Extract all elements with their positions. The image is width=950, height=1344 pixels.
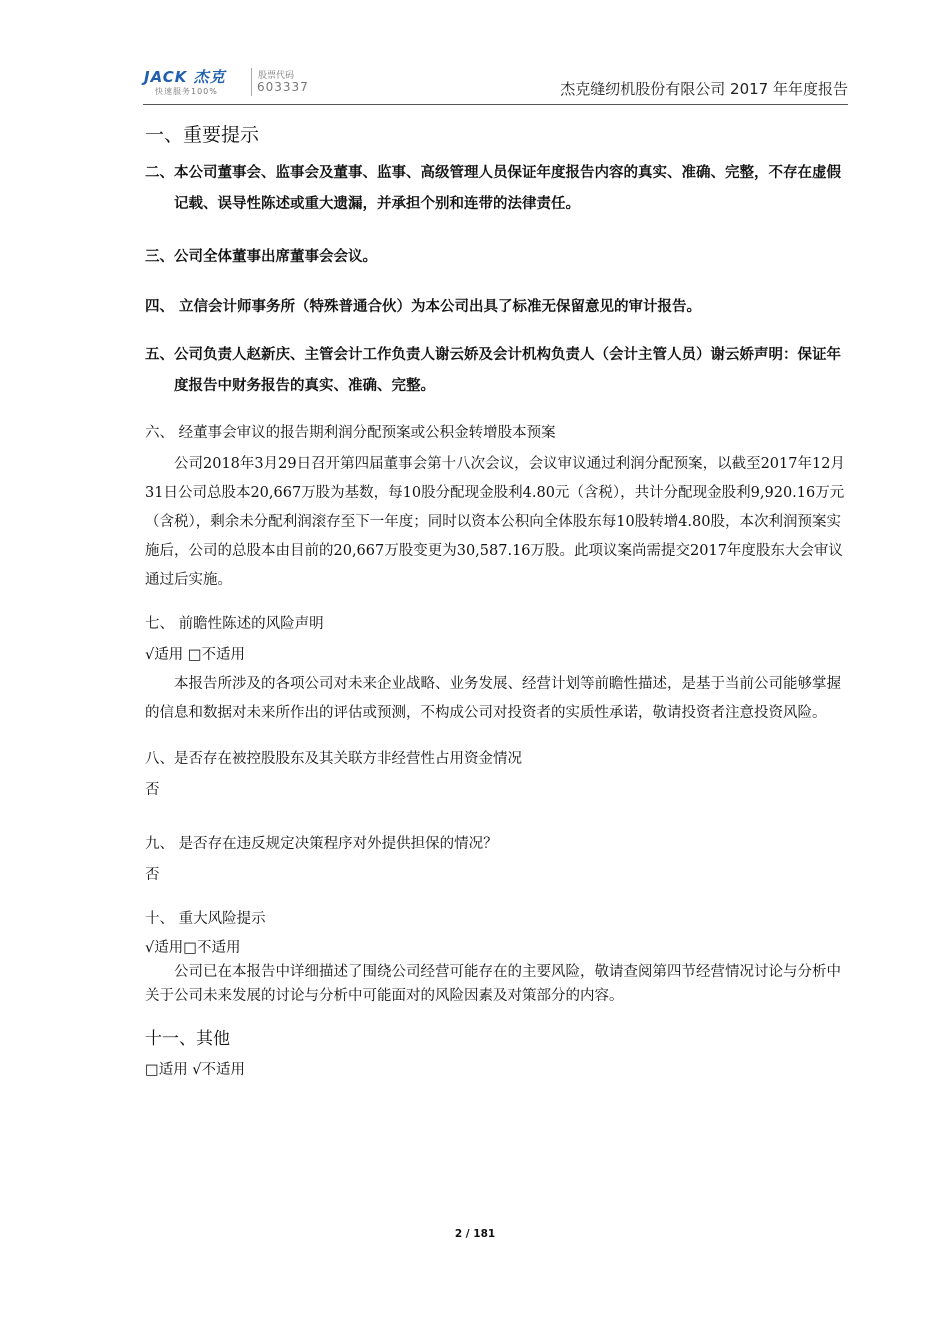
item-10-title: 十、 重大风险提示 bbox=[145, 911, 266, 927]
item-8-title: 八、是否存在被控股股东及其关联方非经营性占用资金情况 bbox=[145, 751, 522, 767]
item-9-answer: 否 bbox=[145, 867, 160, 883]
item-11-title: 十一、其他 bbox=[145, 1029, 230, 1049]
item-10-applicability: √适用□不适用 bbox=[145, 940, 241, 956]
logo-slogan: 快速服务100% bbox=[155, 87, 218, 96]
item-6-body: 公司2018年3月29日召开第四届董事会第十八次会议，会议审议通过利润分配预案，以截至2017年12月31日公司总股本20,667万股为基数，每10股分配现金股利4.80元（含税），共计分配现金股利9,920.16万元（含税），剩余未分配利润滚存至下一年度；同时以资本公积向全体股东每10股转增4.80股，本次利润预案实施后，公司的总股本由目前的20,667万股变更为30,587.16万股。此项议案尚需提交2017年度股东大会审议通过后实施。 bbox=[145, 456, 845, 588]
company-logo bbox=[143, 66, 313, 102]
section-title: 一、重要提示 bbox=[145, 124, 260, 146]
document-body bbox=[145, 118, 850, 1085]
report-title: 杰克缝纫机股份有限公司 2017 年年度报告 bbox=[560, 80, 848, 98]
item-7-applicability: √适用 □不适用 bbox=[145, 647, 246, 663]
item-11-applicability: □适用 √不适用 bbox=[145, 1062, 246, 1078]
item-10-body: 公司已在本报告中详细描述了围绕公司经营可能存在的主要风险，敬请查阅第四节经营情况讨论与分析中关于公司未来发展的讨论与分析中可能面对的风险因素及对策部分的内容。 bbox=[145, 964, 841, 1004]
item-8-answer: 否 bbox=[145, 782, 160, 798]
logo-divider bbox=[251, 68, 252, 96]
stock-code: 603337 bbox=[257, 80, 309, 94]
item-7-title: 七、 前瞻性陈述的风险声明 bbox=[145, 616, 324, 632]
page-header bbox=[143, 62, 848, 105]
item-2: 二、本公司董事会、监事会及董事、监事、高级管理人员保证年度报告内容的真实、准确、完整，不存在虚假记载、误导性陈述或重大遗漏，并承担个别和连带的法律责任。 bbox=[145, 165, 841, 212]
item-4: 四、 立信会计师事务所（特殊普通合伙）为本公司出具了标准无保留意见的审计报告。 bbox=[145, 299, 702, 315]
item-5: 五、公司负责人赵新庆、主管会计工作负责人谢云娇及会计机构负责人（会计主管人员）谢云娇声明：保证年度报告中财务报告的真实、准确、完整。 bbox=[145, 347, 841, 394]
item-9-title: 九、 是否存在违反规定决策程序对外提供担保的情况？ bbox=[145, 836, 498, 852]
stock-label: 股票代码 bbox=[258, 71, 295, 81]
logo-brand: JACK 杰克 bbox=[144, 68, 226, 86]
page-number: 2 / 181 bbox=[454, 1228, 496, 1240]
item-3: 三、公司全体董事出席董事会会议。 bbox=[145, 249, 377, 265]
item-6-title: 六、 经董事会审议的报告期利润分配预案或公积金转增股本预案 bbox=[145, 425, 556, 441]
item-7-body: 本报告所涉及的各项公司对未来企业战略、业务发展、经营计划等前瞻性描述，是基于当前公司能够掌握的信息和数据对未来所作出的评估或预测，不构成公司对投资者的实质性承诺，敬请投资者注意投资风险。 bbox=[145, 676, 841, 721]
